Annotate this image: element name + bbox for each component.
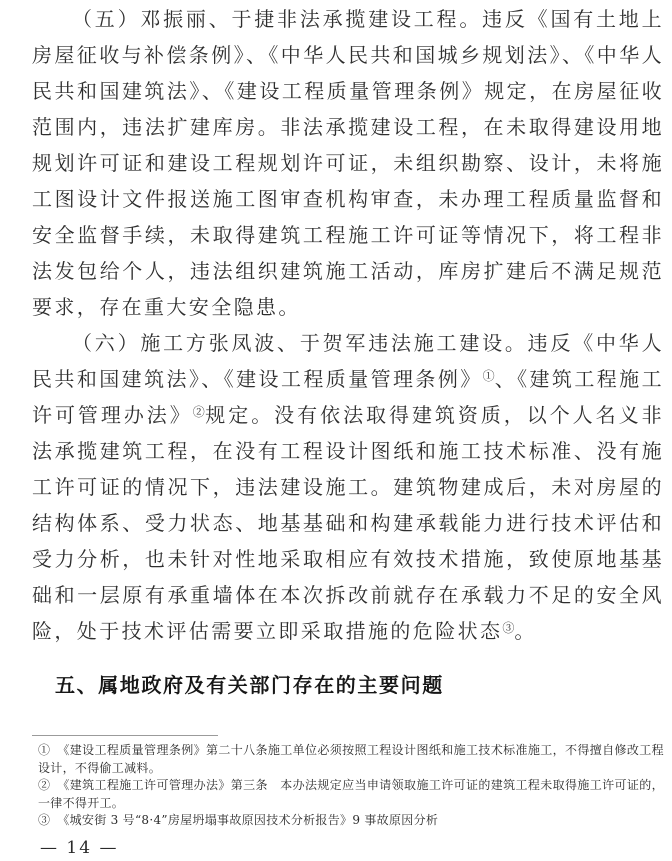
footnote-text: 《城安街 3 号“8·4”房屋坍塌事故原因技术分析报告》9 事故原因分析 (57, 813, 439, 827)
footnote-reference: ① (482, 369, 495, 383)
footnote-2 (38, 777, 664, 812)
footnote-1 (38, 742, 664, 777)
body-paragraphs (32, 1, 664, 649)
footnote-marker: ② (38, 778, 51, 792)
paragraph-text-segment: 、《建筑工程施工许可管理办法》 (32, 367, 664, 427)
paragraph-text-segment: 。 (514, 619, 537, 643)
page-number: — 14 — (40, 837, 119, 858)
paragraph-liu (32, 325, 664, 649)
footnote-3 (38, 812, 664, 830)
footnote-area (32, 742, 664, 830)
section-heading: 五、属地政府及有关部门存在的主要问题 (55, 673, 444, 697)
paragraph-text-segment: （五）邓振丽、于捷非法承揽建设工程。违反《国有土地上房屋征收与补偿条例》、《中华人民共和国城乡规划法》、《中华人民共和国建筑法》、《建设工程质量管理条例》规定，在房屋征收范围内，违法扩建库房。非法承揽建设工程，在未取得建设用地规划许可证和建设工程规划许可证，未组织勘察、设计，未将施工图设计文件报送施工图审查机构审查，未办理工程质量监督和安全监督手续，未取得建筑工程施工许可证等情况下，将工程非法发包给个人，违法组织建筑施工活动，库房扩建后不满足规范要求，存在重大安全隐患。 (32, 7, 664, 319)
footnote-text: 《建筑工程施工许可管理办法》第三条 本办法规定应当申请领取施工许可证的建筑工程未取得施工许可证的，一律不得开工。 (38, 778, 664, 810)
footnote-marker: ③ (38, 813, 51, 827)
paragraph-text-segment: （六）施工方张凤波、于贺军违法施工建设。违反《中华人民共和国建筑法》、《建设工程质量管理条例》 (32, 331, 664, 391)
footnote-text: 《建设工程质量管理条例》第二十八条施工单位必须按照工程设计图纸和施工技术标准施工，不得擅自修改工程设计，不得偷工减料。 (38, 743, 664, 775)
footnote-separator (32, 735, 218, 736)
paragraph-wu (32, 1, 664, 325)
footnote-reference: ② (192, 405, 206, 419)
footnote-marker: ① (38, 743, 51, 757)
paragraph-text-segment: 规定。没有依法取得建筑资质，以个人名义非法承揽建筑工程，在没有工程设计图纸和施工技术标准、没有施工许可证的情况下，违法建设施工。建筑物建成后，未对房屋的结构体系、受力状态、地基基础和构建承载能力进行技术评估和受力分析，也未针对性地采取相应有效技术措施，致使原地基基础和一层原有承重墙体在本次拆改前就存在承载力不足的安全风险，处于技术评估需要立即采取措施的危险状态 (32, 403, 664, 643)
footnote-reference: ③ (502, 621, 515, 635)
